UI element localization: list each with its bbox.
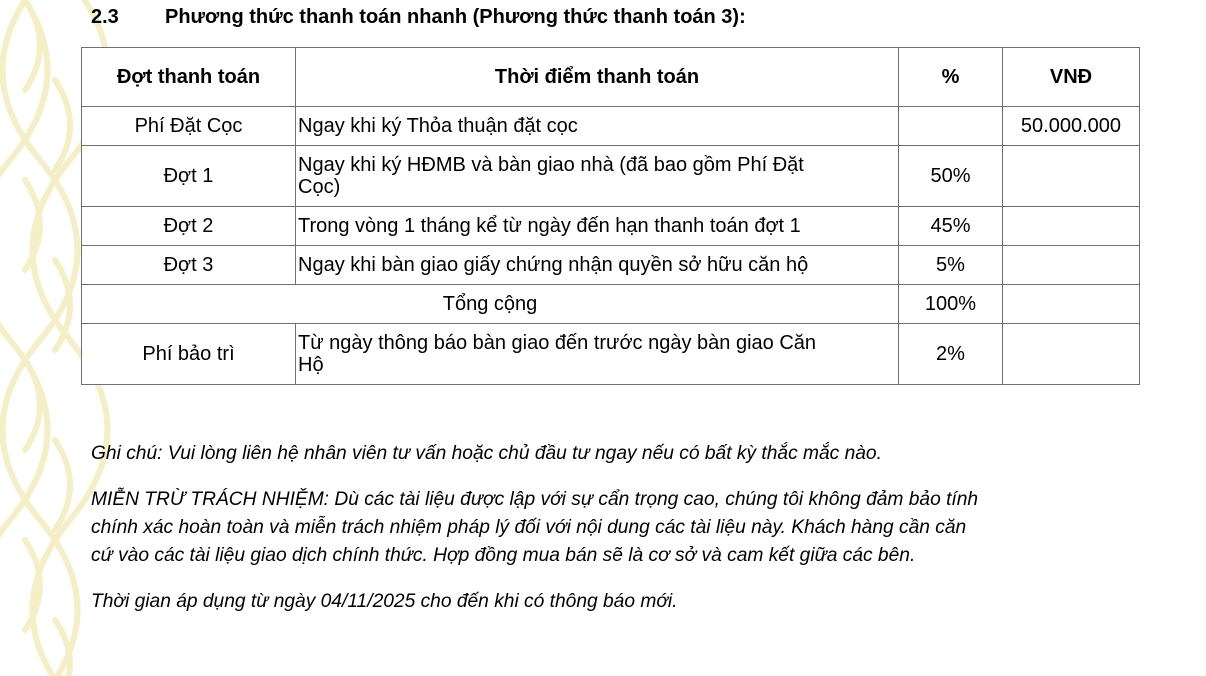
total-percent: 100% — [899, 285, 1003, 324]
maintenance-timing — [296, 324, 899, 385]
row-timing: Trong vòng 1 tháng kể từ ngày đến hạn thanh toán đợt 1 — [296, 207, 899, 246]
maintenance-timing-line: Hộ — [298, 354, 324, 376]
row-vnd — [1003, 146, 1140, 207]
row-timing: Ngay khi bàn giao giấy chứng nhận quyền sở hữu căn hộ — [296, 246, 899, 285]
maintenance-percent: 2% — [899, 324, 1003, 385]
header-percent: % — [899, 48, 1003, 107]
row-phase: Đợt 3 — [82, 246, 296, 285]
disclaimer-line: MIỄN TRỪ TRÁCH NHIỆM: Dù các tài liệu được lập với sự cẩn trọng cao, chúng tôi không đảm bảo tính — [91, 489, 979, 510]
total-label: Tổng cộng — [82, 285, 899, 324]
row-timing — [296, 146, 899, 207]
row-timing-line: Cọc) — [298, 176, 341, 198]
payment-schedule-table — [81, 47, 1140, 385]
row-vnd — [1003, 207, 1140, 246]
row-vnd — [1003, 246, 1140, 285]
header-phase: Đợt thanh toán — [82, 48, 296, 107]
row-phase: Đợt 1 — [82, 146, 296, 207]
row-timing-line: Ngay khi ký HĐMB và bàn giao nhà (đã bao gồm Phí Đặt — [298, 154, 804, 176]
row-timing: Ngay khi ký Thỏa thuận đặt cọc — [296, 107, 899, 146]
header-timing: Thời điểm thanh toán — [296, 48, 899, 107]
section-heading — [91, 6, 746, 29]
total-vnd — [1003, 285, 1140, 324]
row-percent — [899, 107, 1003, 146]
table-row — [82, 146, 1140, 207]
table-header-row — [82, 48, 1140, 107]
disclaimer-line: cứ vào các tài liệu giao dịch chính thức. Hợp đồng mua bán sẽ là cơ sở và cam kết giữa các bên. — [91, 545, 916, 566]
effective-date-text: Thời gian áp dụng từ ngày 04/11/2025 cho đến khi có thông báo mới. — [91, 591, 678, 612]
table-row — [82, 107, 1140, 146]
note-text: Ghi chú: Vui lòng liên hệ nhân viên tư vấn hoặc chủ đầu tư ngay nếu có bất kỳ thắc mắc nào. — [91, 443, 882, 464]
row-percent: 45% — [899, 207, 1003, 246]
row-percent: 5% — [899, 246, 1003, 285]
disclaimer-text — [91, 486, 978, 570]
header-vnd: VNĐ — [1003, 48, 1140, 107]
maintenance-timing-line: Từ ngày thông báo bàn giao đến trước ngày bàn giao Căn — [298, 332, 817, 354]
maintenance-vnd — [1003, 324, 1140, 385]
row-phase: Đợt 2 — [82, 207, 296, 246]
maintenance-row — [82, 324, 1140, 385]
row-phase: Phí Đặt Cọc — [82, 107, 296, 146]
section-title: Phương thức thanh toán nhanh (Phương thức thanh toán 3): — [165, 6, 746, 28]
section-number: 2.3 — [91, 6, 119, 28]
table-row — [82, 246, 1140, 285]
total-row — [82, 285, 1140, 324]
table-row — [82, 207, 1140, 246]
row-percent: 50% — [899, 146, 1003, 207]
disclaimer-line: chính xác hoàn toàn và miễn trách nhiệm pháp lý đối với nội dung các tài liệu này. Khách hàng cần căn — [91, 517, 967, 538]
row-vnd: 50.000.000 — [1003, 107, 1140, 146]
maintenance-phase: Phí bảo trì — [82, 324, 296, 385]
